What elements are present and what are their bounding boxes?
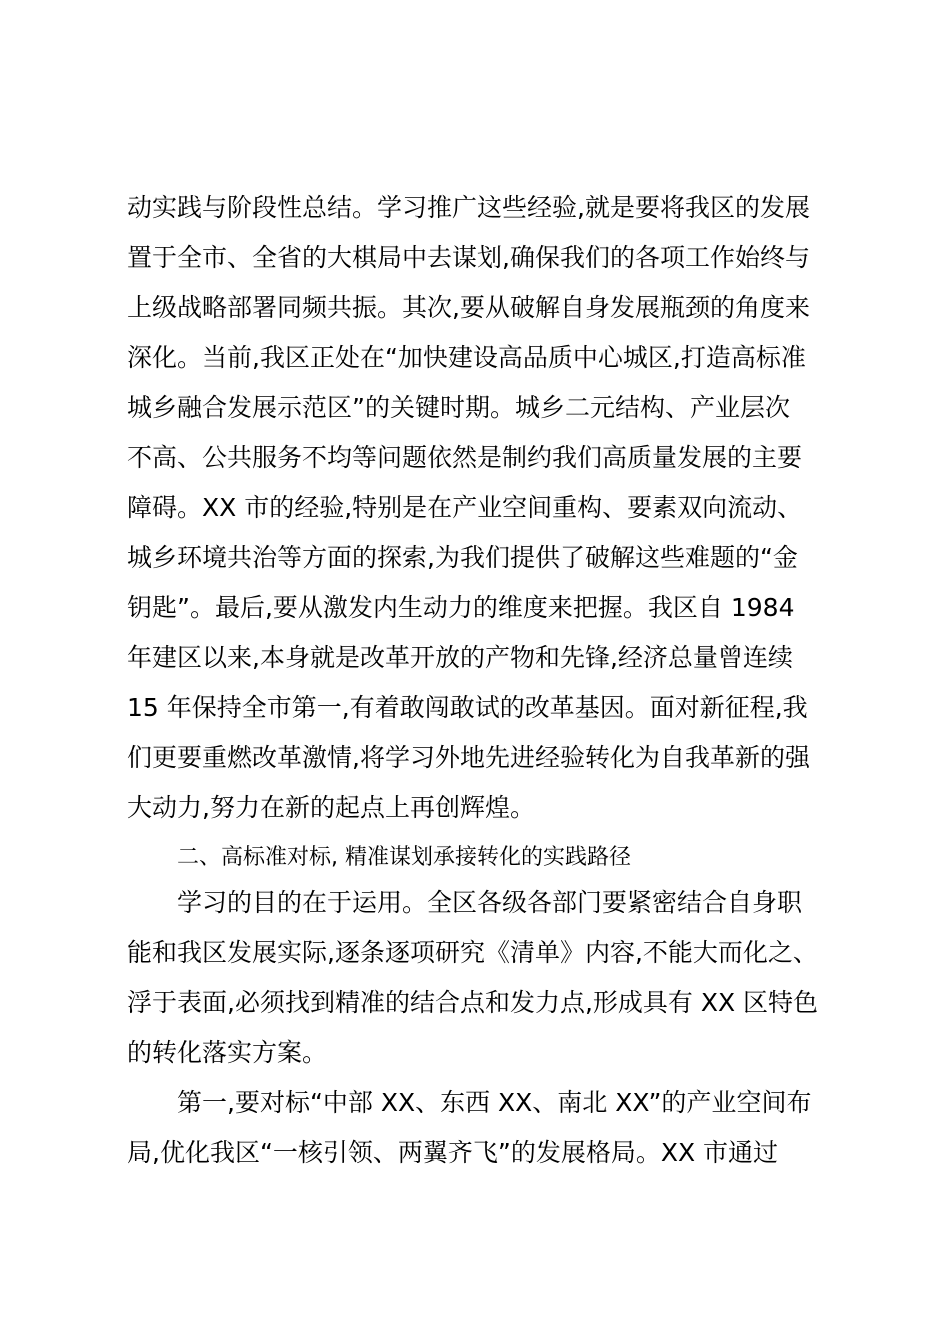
text-line-content: 动实践与阶段性总结。学习推广这些经验,就是要将我区的发展 [127,193,810,222]
text-line-content: 不高、公共服务不均等问题依然是制约我们高质量发展的主要 [127,443,803,472]
text-line-content: 上级战略部署同频共振。其次,要从破解自身发展瓶颈的角度来 [127,293,810,322]
text-line-content: 的转化落实方案。 [127,1038,328,1067]
text-line-content: 能和我区发展实际,逐条逐项研究《清单》内容,不能大而化之、 [127,938,818,967]
text-line-content: 障碍。XX 市的经验,特别是在产业空间重构、要素双向流动、 [127,493,803,522]
text-line-content: 局,优化我区“一核引领、两翼齐飞”的发展格局。XX 市通过 [127,1138,779,1167]
text-line-content: 第一,要对标“中部 XX、东西 XX、南北 XX”的产业空间布 [177,1088,812,1117]
text-line-content: 浮于表面,必须找到精准的结合点和发力点,形成具有 XX 区特色 [127,988,819,1017]
text-line-content: 钥匙”。最后,要从激发内生动力的维度来把握。我区自 1984 [127,593,795,622]
text-line-content: 学习的目的在于运用。全区各级各部门要紧密结合自身职 [177,888,803,917]
text-line-content: 年建区以来,本身就是改革开放的产物和先锋,经济总量曾连续 [127,643,793,672]
section-heading-text: 二、高标准对标, 精准谋划承接转化的实践路径 [177,845,631,870]
text-line-content: 15 年保持全市第一,有着敢闯敢试的改革基因。面对新征程,我 [127,693,808,722]
text-line-content: 深化。当前,我区正处在“加快建设高品质中心城区,打造高标准 [127,343,806,372]
text-line-content: 大动力,努力在新的起点上再创辉煌。 [127,793,535,822]
text-line-content: 置于全市、全省的大棋局中去谋划,确保我们的各项工作始终与 [127,243,810,272]
text-line-content: 城乡环境共治等方面的探索,为我们提供了破解这些难题的“金 [127,543,798,572]
text-line-content: 们更要重燃改革激情,将学习外地先进经验转化为自我革新的强 [127,743,810,772]
text-line-content: 城乡融合发展示范区”的关键时期。城乡二元结构、产业层次 [127,393,790,422]
